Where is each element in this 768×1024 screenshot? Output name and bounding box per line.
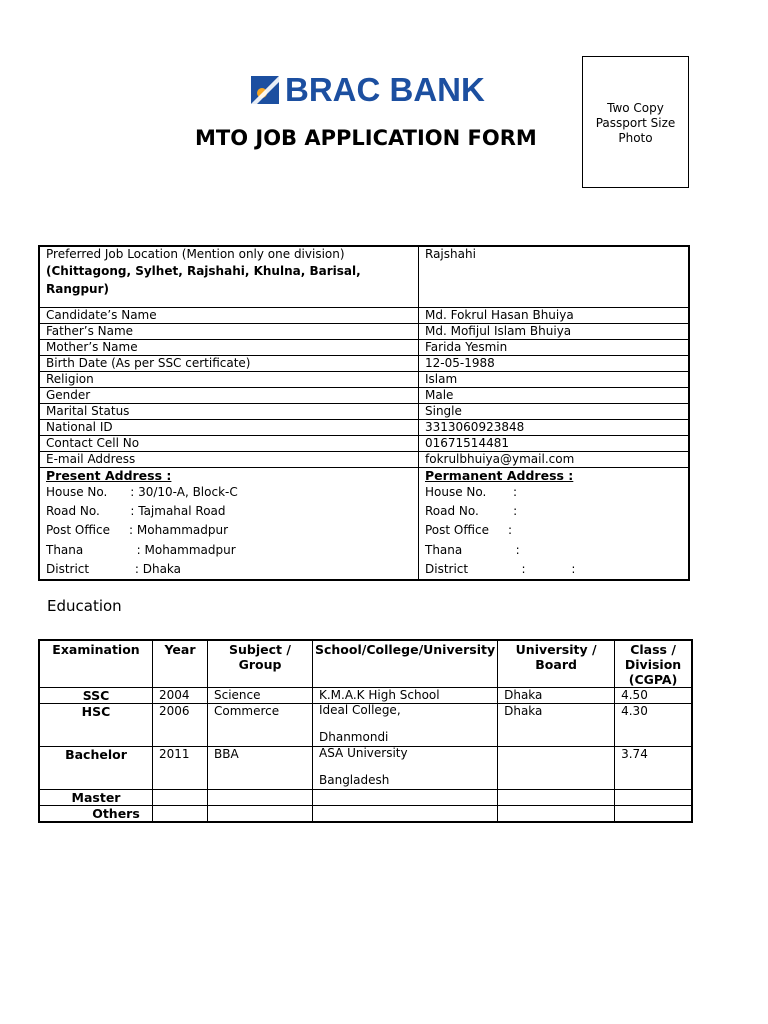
address-line: District : Dhaka [46, 562, 182, 577]
field-value: Male [419, 387, 690, 403]
exam-cell: Master [39, 790, 153, 806]
brac-bank-logo [251, 73, 485, 107]
table-row [39, 339, 689, 355]
address-line: House No. : 30/10-A, Block-C [46, 484, 238, 499]
field-label: Birth Date (As per SSC certificate) [39, 355, 419, 371]
present-address-heading: Present Address : [46, 467, 172, 483]
result-cell [615, 806, 692, 823]
field-label: Contact Cell No [39, 435, 419, 451]
result-cell: 4.30 [615, 704, 692, 747]
column-header: Subject / Group [208, 640, 313, 688]
form-title: MTO JOB APPLICATION FORM [195, 126, 537, 150]
table-row [39, 806, 692, 823]
subject-cell [208, 790, 313, 806]
column-header: University / Board [498, 640, 615, 688]
exam-cell: HSC [39, 704, 153, 747]
table-row [39, 451, 689, 467]
school-cell: Ideal College, Dhanmondi [313, 704, 498, 747]
preferred-location-label-line: Preferred Job Location (Mention only one division) [46, 247, 345, 261]
field-value: 01671514481 [419, 435, 690, 451]
school-cell: ASA University Bangladesh [313, 747, 498, 790]
table-row [39, 790, 692, 806]
board-cell [498, 747, 615, 790]
table-header-row [39, 640, 692, 688]
field-label: Father’s Name [39, 323, 419, 339]
table-row [39, 387, 689, 403]
field-value: Md. Fokrul Hasan Bhuiya [419, 307, 690, 323]
preferred-location-value: Rajshahi [419, 246, 690, 307]
photo-box-line: Passport Size [595, 116, 676, 130]
exam-cell: Bachelor [39, 747, 153, 790]
school-cell [313, 790, 498, 806]
board-cell [498, 806, 615, 823]
school-cell: K.M.A.K High School [313, 688, 498, 704]
subject-cell: BBA [208, 747, 313, 790]
permanent-address-heading: Permanent Address : [425, 467, 574, 483]
table-row [39, 467, 689, 580]
address-line: Road No. : [425, 503, 518, 518]
subject-cell [208, 806, 313, 823]
permanent-address [419, 467, 690, 580]
school-cell [313, 806, 498, 823]
table-row [39, 688, 692, 704]
result-cell: 3.74 [615, 747, 692, 790]
column-header: Class / Division (CGPA) [615, 640, 692, 688]
field-label: Mother’s Name [39, 339, 419, 355]
photo-box-line: Two Copy [607, 101, 664, 115]
field-label: E-mail Address [39, 451, 419, 467]
table-row [39, 371, 689, 387]
field-label: Marital Status [39, 403, 419, 419]
field-label: Gender [39, 387, 419, 403]
present-address [39, 467, 419, 580]
board-cell [498, 790, 615, 806]
table-row [39, 246, 689, 307]
table-row [39, 747, 692, 790]
education-heading: Education [47, 597, 122, 615]
address-line: Road No. : Tajmahal Road [46, 503, 226, 518]
table-row [39, 403, 689, 419]
column-header: Examination [39, 640, 153, 688]
year-cell [153, 790, 208, 806]
board-cell: Dhaka [498, 704, 615, 747]
photo-box [582, 56, 689, 188]
education-table [38, 639, 693, 823]
year-cell: 2006 [153, 704, 208, 747]
field-value: 3313060923848 [419, 419, 690, 435]
subject-cell: Science [208, 688, 313, 704]
address-line: Post Office : [425, 523, 513, 538]
exam-cell: SSC [39, 688, 153, 704]
field-value: Md. Mofijul Islam Bhuiya [419, 323, 690, 339]
field-value: Single [419, 403, 690, 419]
address-line: Post Office : Mohammadpur [46, 523, 229, 538]
field-label: Candidate’s Name [39, 307, 419, 323]
table-row [39, 704, 692, 747]
photo-box-line: Photo [618, 131, 653, 145]
column-header: School/College/University [313, 640, 498, 688]
year-cell: 2004 [153, 688, 208, 704]
year-cell: 2011 [153, 747, 208, 790]
result-cell [615, 790, 692, 806]
field-value: Islam [419, 371, 690, 387]
address-line: Thana : [425, 542, 520, 557]
table-row [39, 435, 689, 451]
table-row [39, 419, 689, 435]
preferred-location-label [39, 246, 419, 307]
subject-cell: Commerce [208, 704, 313, 747]
address-line: House No. : [425, 484, 518, 499]
board-cell: Dhaka [498, 688, 615, 704]
table-row [39, 307, 689, 323]
table-row [39, 355, 689, 371]
brac-bank-logo-icon [251, 76, 279, 104]
field-value: 12-05-1988 [419, 355, 690, 371]
column-header: Year [153, 640, 208, 688]
result-cell: 4.50 [615, 688, 692, 704]
field-value: Farida Yesmin [419, 339, 690, 355]
year-cell [153, 806, 208, 823]
preferred-location-options: (Chittagong, Sylhet, Rajshahi, Khulna, Barisal, Rangpur) [46, 264, 361, 296]
exam-cell: Others [39, 806, 153, 823]
table-row [39, 323, 689, 339]
field-value: fokrulbhuiya@ymail.com [419, 451, 690, 467]
address-line: Thana : Mohammadpur [46, 542, 236, 557]
field-label: Religion [39, 371, 419, 387]
address-line: District : : [425, 562, 576, 577]
field-label: National ID [39, 419, 419, 435]
applicant-info-table [38, 245, 690, 581]
bank-name: BRAC BANK [285, 71, 485, 108]
